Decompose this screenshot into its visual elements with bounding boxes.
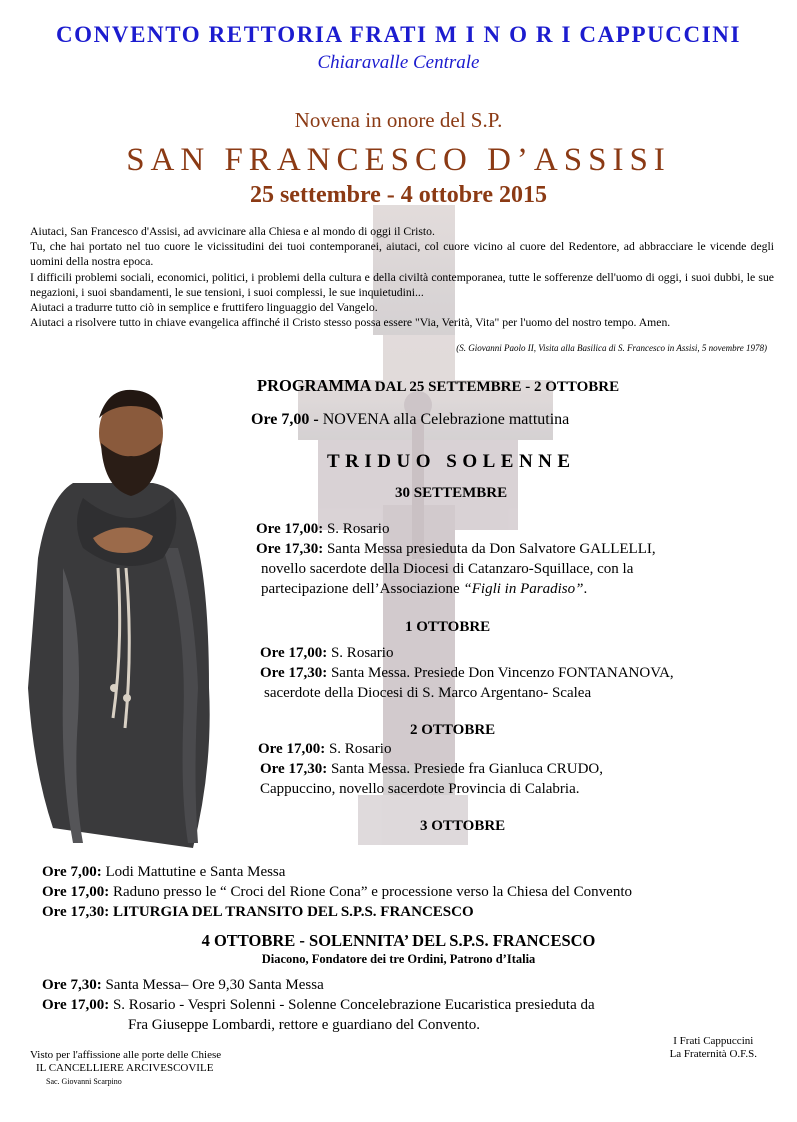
time-label: Ore 7,00: (42, 864, 102, 880)
event-text: LITURGIA DEL TRANSITO DEL S.P.S. FRANCESCO (112, 904, 474, 920)
prayer-line: Tu, che hai portato nel tuo cuore le vicissitudini dei tuoi contemporanei, aiutaci, col cuore vicino al cuore del Redentore, ad abbracciare le vicende degli uomini della nostra epoca. (30, 240, 774, 269)
time-label: Ore 17,30: (260, 665, 328, 681)
chancellor-signature: Sac. Giovanni Scarpino (46, 1077, 122, 1086)
novena-schedule (251, 411, 569, 429)
day-heading-oct2: 2 OTTOBRE (410, 722, 496, 738)
event-text-continued: novello sacerdote della Diocesi di Catanzaro-Squillace, con la (261, 561, 634, 577)
program-title-main: PROGRAMMA (257, 376, 371, 395)
organizers (670, 1035, 757, 1061)
time-label: Ore 17,30: (260, 761, 328, 777)
event-text: Santa Messa presieduta da Don Salvatore GALLELLI, (326, 541, 656, 557)
schedule-line (42, 884, 632, 901)
schedule-line (258, 741, 391, 758)
approval-text: Visto per l'affissione alle porte delle Chiese (30, 1049, 222, 1061)
event-text: Santa Messa. Presiede fra Gianluca CRUDO, (330, 761, 603, 777)
organizer-frati: I Frati Cappuccini (673, 1035, 754, 1047)
triduo-heading: TRIDUO SOLENNE (327, 451, 576, 472)
program-title (257, 376, 619, 396)
schedule-line (42, 997, 595, 1014)
association-name: “Figli in Paradiso” (463, 581, 584, 597)
event-text: Lodi Mattutine e Santa Messa (105, 864, 286, 880)
saint-francis-statue-image (23, 388, 219, 850)
time-label: Ore 17,00: (42, 997, 110, 1013)
prayer-line: I difficili problemi sociali, economici, politici, i problemi della cultura e della civiltà contemporanea, tutte le sofferenze dell'uomo di oggi, i suoi dubbi, le sue negazioni, i suoi sbandamenti, le sue tensioni, i suoi complessi, le sue inquietudini... (30, 270, 774, 299)
chancellor-title: IL CANCELLIERE ARCIVESCOVILE (36, 1062, 214, 1074)
prayer-text (30, 224, 774, 330)
convent-title: CONVENTO RETTORIA FRATI M I N O R I CAPPUCCINI (55, 22, 742, 47)
solemnity-subtitle: Diacono, Fondatore dei tre Ordini, Patrono d’Italia (261, 952, 536, 966)
schedule-line (256, 541, 656, 558)
novena-dates: 25 settembre - 4 ottobre 2015 (249, 182, 548, 208)
schedule-line (42, 977, 324, 994)
day-heading-oct3: 3 OTTOBRE (420, 818, 506, 834)
prayer-line: Aiutaci, San Francesco d'Assisi, ad avvicinare alla Chiesa e al mondo di oggi il Cristo. (30, 225, 435, 238)
novena-heading: Novena in onore del S.P. (294, 108, 503, 132)
event-text: S. Rosario (326, 521, 390, 537)
schedule-line (261, 581, 587, 598)
event-text-continued: Cappuccino, novello sacerdote Provincia di Calabria. (260, 781, 580, 797)
time-label: Ore 17,00: (258, 741, 326, 757)
prayer-line: Aiutaci a tradurre tutto ciò in semplice e fruttifero linguaggio del Vangelo. (30, 301, 378, 315)
time-label: Ore 17,30: (256, 541, 324, 557)
saint-name: SAN FRANCESCO D’ASSISI (126, 142, 671, 178)
novena-time: Ore 7,00 - (251, 411, 319, 428)
prayer-citation: (S. Giovanni Paolo II, Visita alla Basilica di S. Francesco in Assisi, 5 novembre 1978) (456, 343, 767, 353)
event-text: S. Rosario - Vespri Solenni - Solenne Concelebrazione Eucaristica presieduta da (112, 997, 595, 1013)
novena-text: NOVENA alla Celebrazione mattutina (322, 411, 570, 428)
event-text: Santa Messa. Presiede Don Vincenzo FONTANANOVA, (330, 665, 674, 681)
convent-location: Chiaravalle Centrale (317, 52, 480, 73)
day-heading-oct1: 1 OTTOBRE (405, 619, 491, 635)
schedule-line (42, 864, 285, 881)
time-label: Ore 17,00: (256, 521, 324, 537)
time-label: Ore 7,30: (42, 977, 102, 993)
schedule-line (260, 761, 603, 778)
approval-note (30, 1049, 221, 1088)
program-title-range: DAL 25 SETTEMBRE - 2 OTTOBRE (374, 379, 620, 395)
schedule-line (260, 645, 393, 662)
event-text-continued: partecipazione dell’Associazione (261, 581, 460, 597)
time-label: Ore 17,00: (42, 884, 110, 900)
time-label: Ore 17,00: (260, 645, 328, 661)
organizer-ofs: La Fraternità O.F.S. (669, 1048, 757, 1060)
event-text-continued: Fra Giuseppe Lombardi, rettore e guardiano del Convento. (128, 1017, 480, 1033)
day-heading-sep30: 30 SETTEMBRE (395, 485, 508, 501)
schedule-line (42, 904, 474, 921)
solemnity-heading: 4 OTTOBRE - SOLENNITA’ DEL S.P.S. FRANCESCO (201, 931, 596, 950)
schedule-line (256, 521, 389, 538)
schedule-line (260, 665, 674, 682)
event-text-continued: sacerdote della Diocesi di S. Marco Argentano- Scalea (264, 685, 592, 701)
time-label: Ore 17,30: (42, 904, 110, 920)
event-text-end: . (583, 581, 588, 597)
event-text: S. Rosario (330, 645, 394, 661)
event-text: Raduno presso le “ Croci del Rione Cona” e processione verso la Chiesa del Convento (112, 884, 633, 900)
event-text: S. Rosario (328, 741, 392, 757)
prayer-line: Aiutaci a risolvere tutto in chiave evangelica affinché il Cristo stesso possa essere "Via, Verità, Vita" per l'uomo del nostro tempo. Amen. (30, 316, 671, 330)
event-text: Santa Messa– Ore 9,30 Santa Messa (105, 977, 324, 993)
